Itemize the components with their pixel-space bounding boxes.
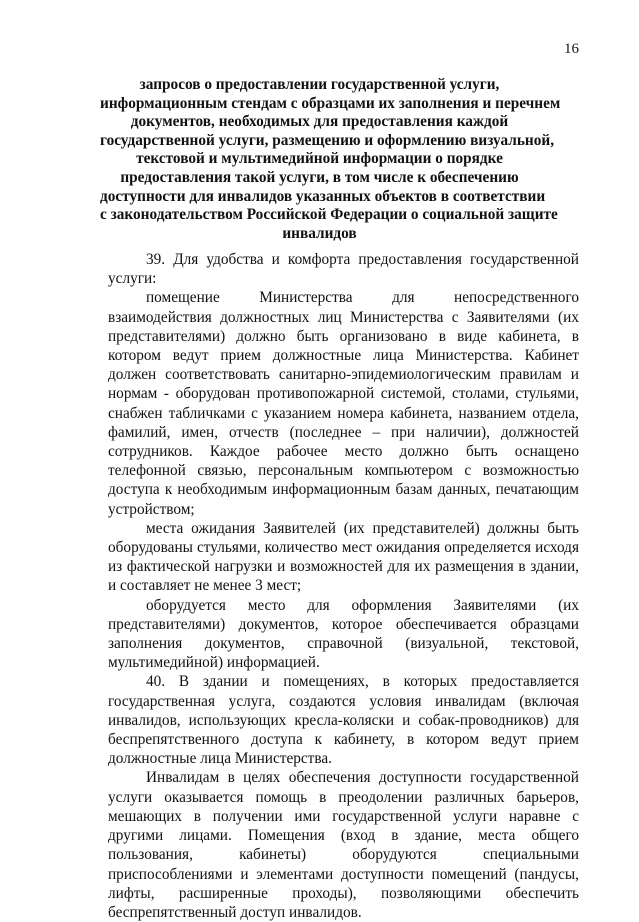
paragraph-document-area: оборудуется место для оформления Заявителями (их представителями) документов, которое обеспечивается образцами заполнения документов, справочной (визуальной, текстовой, мультимедийной) информацией. xyxy=(108,596,579,672)
paragraph-40-accessibility: 40. В здании и помещениях, в которых предоставляется государственная услуга, создаются условия инвалидам (включая инвалидов, использующих кресла-коляски и собак-проводников) для беспрепятственного доступа к кабинету, в котором ведут прием должностные лица Министерства. xyxy=(108,673,579,768)
paragraph-39-intro: 39. Для удобства и комфорта предоставления государственной услуги: xyxy=(108,251,579,288)
heading-line: информационным стендам с образцами их заполнения и перечнем xyxy=(100,94,561,112)
paragraph-disabled-assistance: Инвалидам в целях обеспечения доступности государственной услуги оказывается помощь в преодолении различных барьеров, мешающих в получении ими государственной услуги наравне с другими лицами. Помещения (вход в здание, места общего пользования, кабинеты) оборудуются специальными приспособлениями и элементами доступности помещений (пандусы, лифты, расширенные проходы), позволяющими обеспечить беспрепятственный доступ инвалидов. xyxy=(108,769,579,921)
heading-line: предоставления такой услуги, в том числе к обеспечению xyxy=(120,168,519,186)
document-body xyxy=(108,250,579,922)
section-heading xyxy=(100,76,561,243)
paragraph-ministry-room: помещение Министерства для непосредственного взаимодействия должностных лиц Министерства с Заявителями (их представителями) должно быть организовано в виде кабинета, в котором ведут прием должностные лица Министерства. Кабинет должен соответствовать санитарно-эпидемиологическим правилам и нормам - оборудован противопожарной системой, столами, стульями, снабжен табличками с указанием номера кабинета, названием отдела, фамилий, имен, отчеств (последнее – при наличии), должностей сотрудников. Каждое рабочее место должно быть оснащено телефонной связью, персональным компьютером с возможностью доступа к необходимым информационным базам данных, печатающим устройством; xyxy=(108,289,579,518)
heading-line: запросов о предоставлении государственной услуги, xyxy=(139,76,500,93)
heading-line: доступности для инвалидов указанных объектов в соответствии xyxy=(100,187,546,205)
paragraph-waiting-area: места ожидания Заявителей (их представителей) должны быть оборудованы стульями, количество мест ожидания определяется исходя из фактической нагрузки и возможностей для их размещения в здании, и составляет не менее 3 мест; xyxy=(108,519,579,595)
heading-line: документов, необходимых для предоставления каждой xyxy=(130,113,509,131)
heading-line: с законодательством Российской Федерации о социальной защите xyxy=(100,206,558,224)
heading-line: государственной услуги, размещению и оформлению визуальной, xyxy=(100,131,555,149)
page-number: 16 xyxy=(564,41,579,57)
heading-line: текстовой и мультимедийной информации о порядке xyxy=(136,150,503,168)
heading-line: инвалидов xyxy=(282,224,357,242)
